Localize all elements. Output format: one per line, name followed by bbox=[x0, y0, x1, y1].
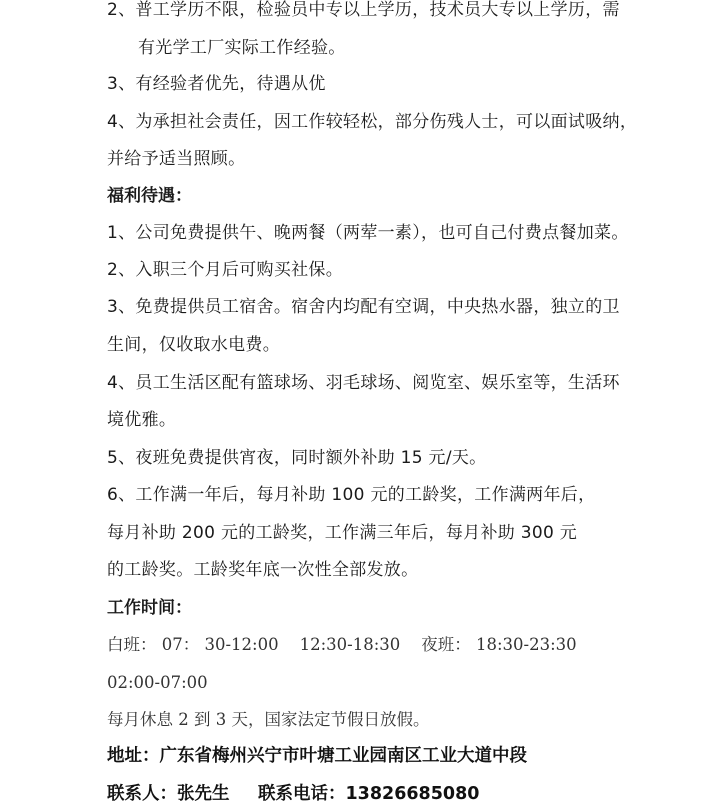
contact-person-name: 张先生 bbox=[177, 784, 230, 804]
benefit-item-6-line-2: 每月补助 200 元的工龄奖，工作满三年后，每月补助 300 元 bbox=[107, 523, 578, 543]
requirement-item-4-line-1: 4、为承担社会责任，因工作较轻松，部分伤残人士，可以面试吸纳， bbox=[107, 112, 638, 132]
benefit-item-6-line-1: 6、工作满一年后，每月补助 100 元的工龄奖，工作满两年后， bbox=[107, 485, 596, 505]
benefit-item-3-line-2: 生间，仅收取水电费。 bbox=[107, 335, 280, 355]
contact-person bbox=[107, 786, 230, 804]
monthly-rest-info: 每月休息 2 到 3 天，国家法定节假日放假。 bbox=[107, 710, 430, 729]
contact-phone-label: 联系电话： bbox=[258, 784, 346, 804]
work-shifts-line-2: 02:00-07:00 bbox=[107, 673, 208, 692]
contact-phone bbox=[258, 786, 479, 804]
requirement-item-3: 3、有经验者优先，待遇从优 bbox=[107, 74, 326, 94]
benefit-item-2: 2、入职三个月后可购买社保。 bbox=[107, 260, 344, 280]
contact-phone-number[interactable]: 13826685080 bbox=[345, 784, 480, 804]
contact-person-label: 联系人： bbox=[107, 784, 177, 804]
work-hours-heading: 工作时间： bbox=[107, 598, 192, 618]
company-address: 地址：广东省梅州兴宁市叶塘工业园南区工业大道中段 bbox=[107, 746, 527, 766]
benefit-item-1: 1、公司免费提供午、晚两餐（两荤一素），也可自己付费点餐加菜。 bbox=[107, 223, 629, 243]
work-shifts-line-1: 白班： 07： 30-12:00 12:30-18:30 夜班： 18:30-23:30 bbox=[107, 635, 577, 654]
benefit-item-5: 5、夜班免费提供宵夜，同时额外补助 15 元/天。 bbox=[107, 448, 487, 468]
requirement-item-2-line-1: 2、普工学历不限，检验员中专以上学历，技术员大专以上学历，需 bbox=[107, 0, 620, 20]
benefit-item-6-line-3: 的工龄奖。工龄奖年底一次性全部发放。 bbox=[107, 560, 419, 580]
benefit-item-3-line-1: 3、免费提供员工宿舍。宿舍内均配有空调，中央热水器，独立的卫 bbox=[107, 297, 620, 317]
requirement-item-2-line-2: 有光学工厂实际工作经验。 bbox=[138, 38, 346, 58]
benefit-item-4-line-2: 境优雅。 bbox=[107, 410, 177, 430]
benefits-heading: 福利待遇： bbox=[107, 186, 192, 206]
benefit-item-4-line-1: 4、员工生活区配有篮球场、羽毛球场、阅览室、娱乐室等，生活环 bbox=[107, 373, 620, 393]
requirement-item-4-line-2: 并给予适当照顾。 bbox=[107, 149, 246, 169]
